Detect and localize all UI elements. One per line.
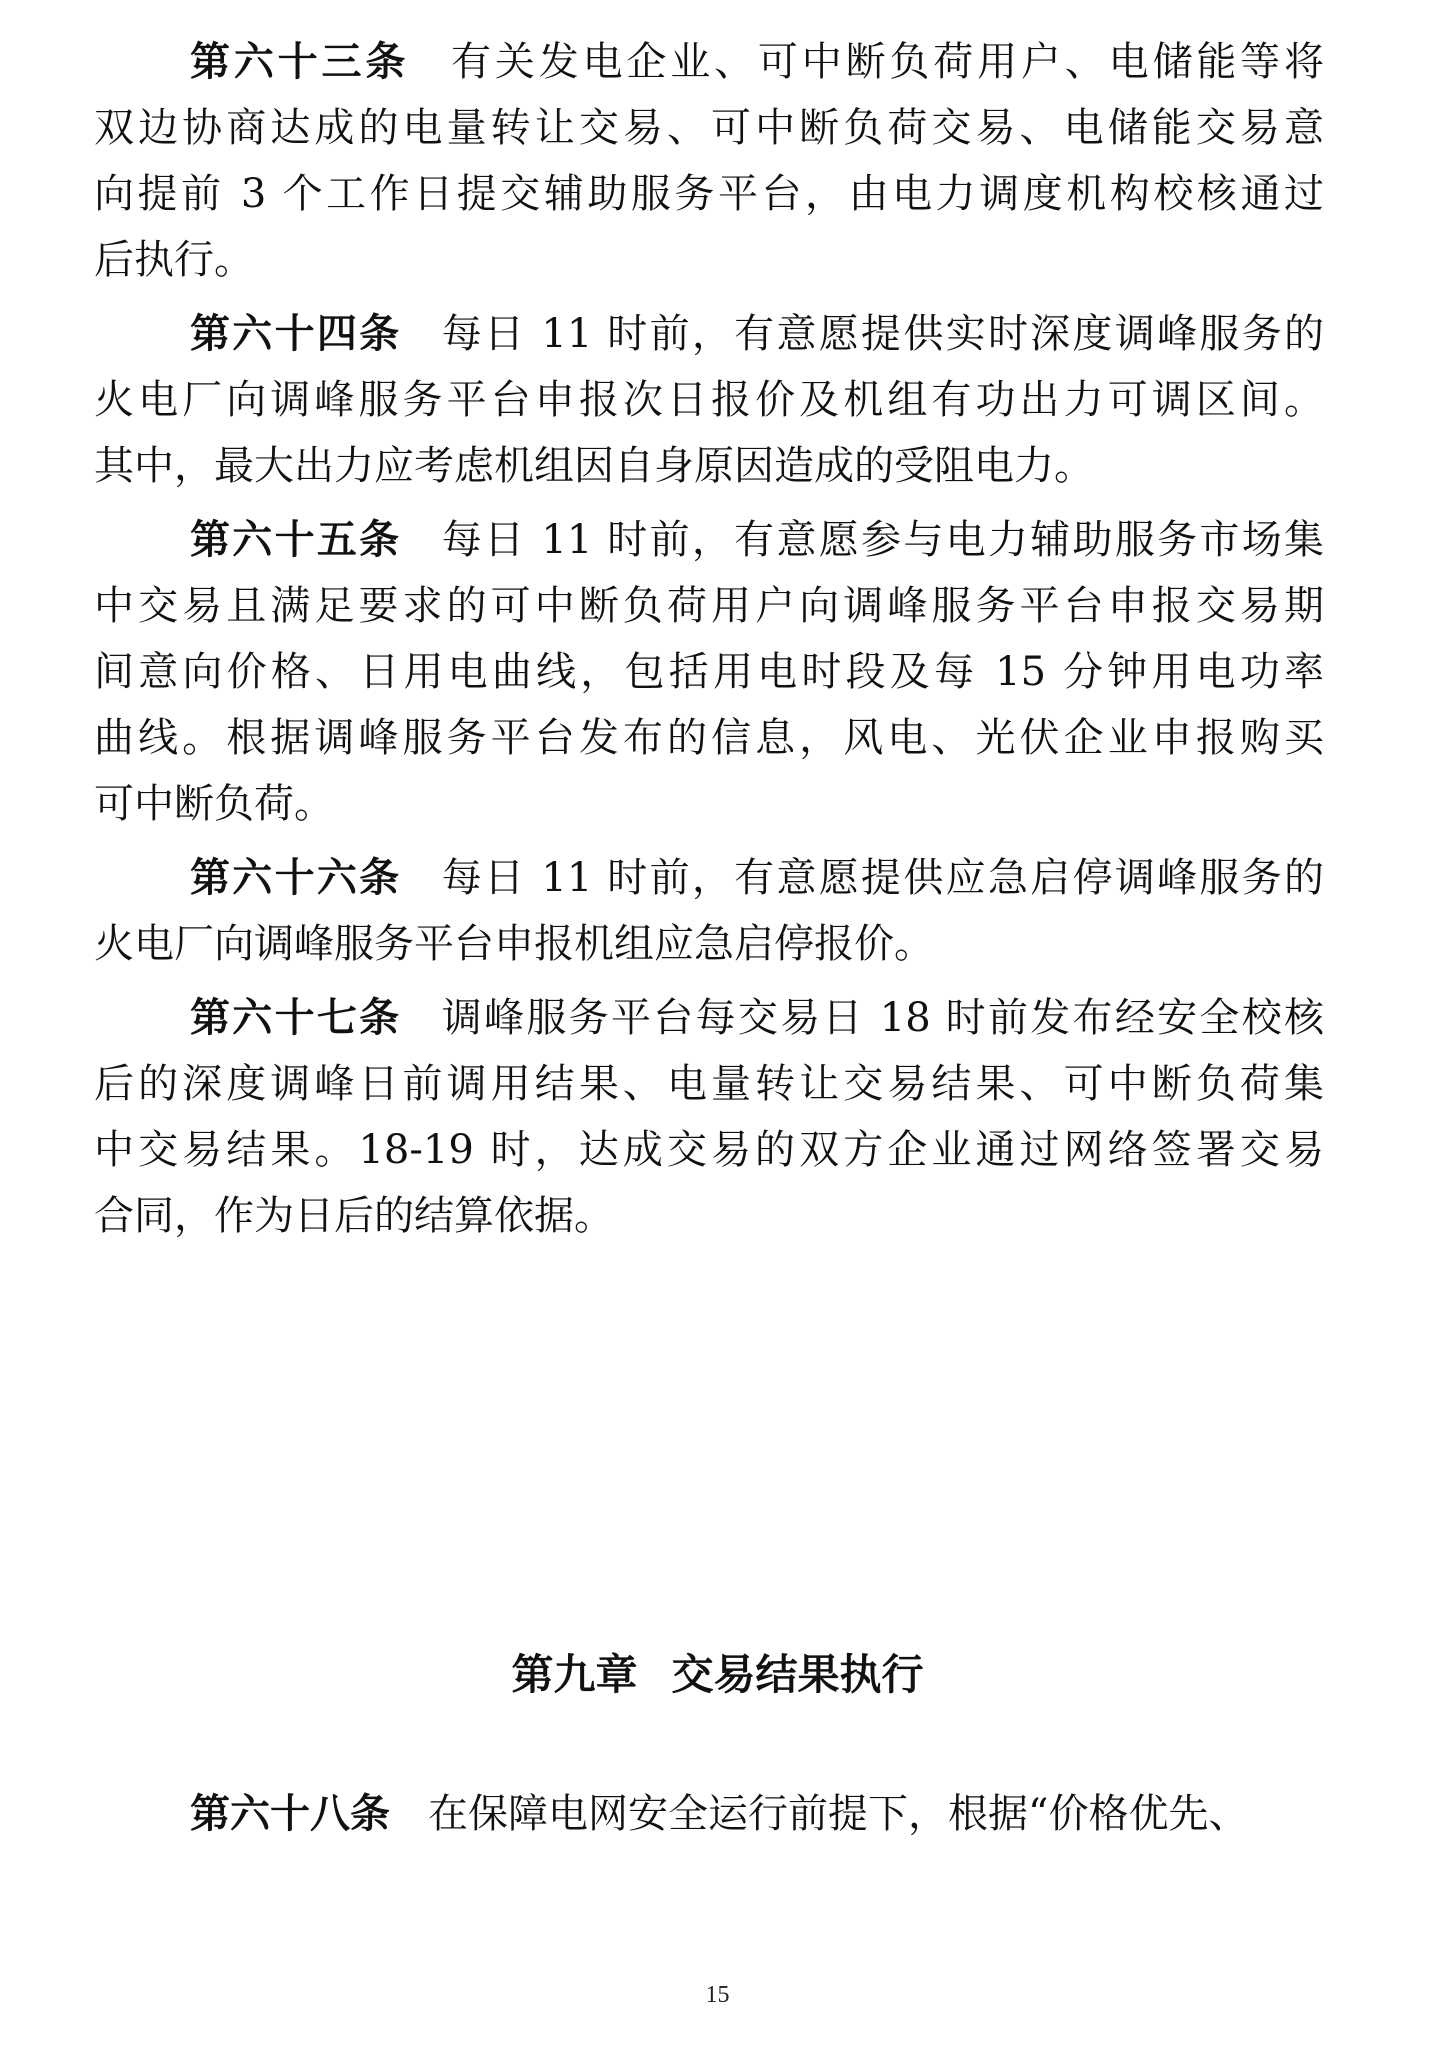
article-number: 第六十五条 [190,516,402,563]
article-line: 其中，最大出力应考虑机组因自身原因造成的受阻电力。 [94,443,1094,489]
article-first-line [190,36,1324,88]
article-line: 火电厂向调峰服务平台申报机组应急启停报价。 [94,921,934,967]
article-first-line [190,1788,1324,1840]
article-line: 中交易结果。18-19 时，达成交易的双方企业通过网络签署交易 [94,1127,1324,1173]
article-text: 每日 11 时前，有意愿提供实时深度调峰服务的 [439,311,1325,357]
article-line: 后执行。 [94,237,254,283]
article-first-line [190,308,1324,360]
article-line: 向提前 3 个工作日提交辅助服务平台，由电力调度机构校核通过 [94,171,1324,217]
page-number: 15 [705,1982,730,2008]
chapter-title: 交易结果执行 [671,1650,924,1699]
article-line: 间意向价格、日用电曲线，包括用电时段及每 15 分钟用电功率 [94,649,1324,695]
article-number: 第六十四条 [190,310,402,357]
article-text: 调峰服务平台每交易日 18 时前发布经安全校核 [439,995,1325,1041]
article-line: 中交易且满足要求的可中断负荷用户向调峰服务平台申报交易期 [94,583,1324,629]
article-first-line [190,514,1324,566]
article-first-line [190,992,1324,1044]
article-line: 双边协商达成的电量转让交易、可中断负荷交易、电储能交易意 [94,105,1324,151]
article-text: 有关发电企业、可中断负荷用户、电储能等将 [447,39,1325,85]
article-text: 每日 11 时前，有意愿参与电力辅助服务市场集 [439,517,1325,563]
article-number: 第六十六条 [190,854,402,901]
chapter-number: 第九章 [511,1650,638,1699]
article-number: 第六十三条 [190,38,410,85]
article-text: 在保障电网安全运行前提下，根据“价格优先、 [428,1791,1249,1837]
article-line: 后的深度调峰日前调用结果、电量转让交易结果、可中断负荷集 [94,1061,1324,1107]
article-line: 合同，作为日后的结算依据。 [94,1193,614,1239]
article-text: 每日 11 时前，有意愿提供应急启停调峰服务的 [439,855,1325,901]
article-line: 火电厂向调峰服务平台申报次日报价及机组有功出力可调区间。 [94,377,1324,423]
article-number: 第六十八条 [190,1790,390,1837]
chapter-heading [0,1648,1435,1702]
article-line: 可中断负荷。 [94,781,334,827]
article-line: 曲线。根据调峰服务平台发布的信息，风电、光伏企业申报购买 [94,715,1324,761]
article-number: 第六十七条 [190,994,402,1041]
article-first-line [190,852,1324,904]
